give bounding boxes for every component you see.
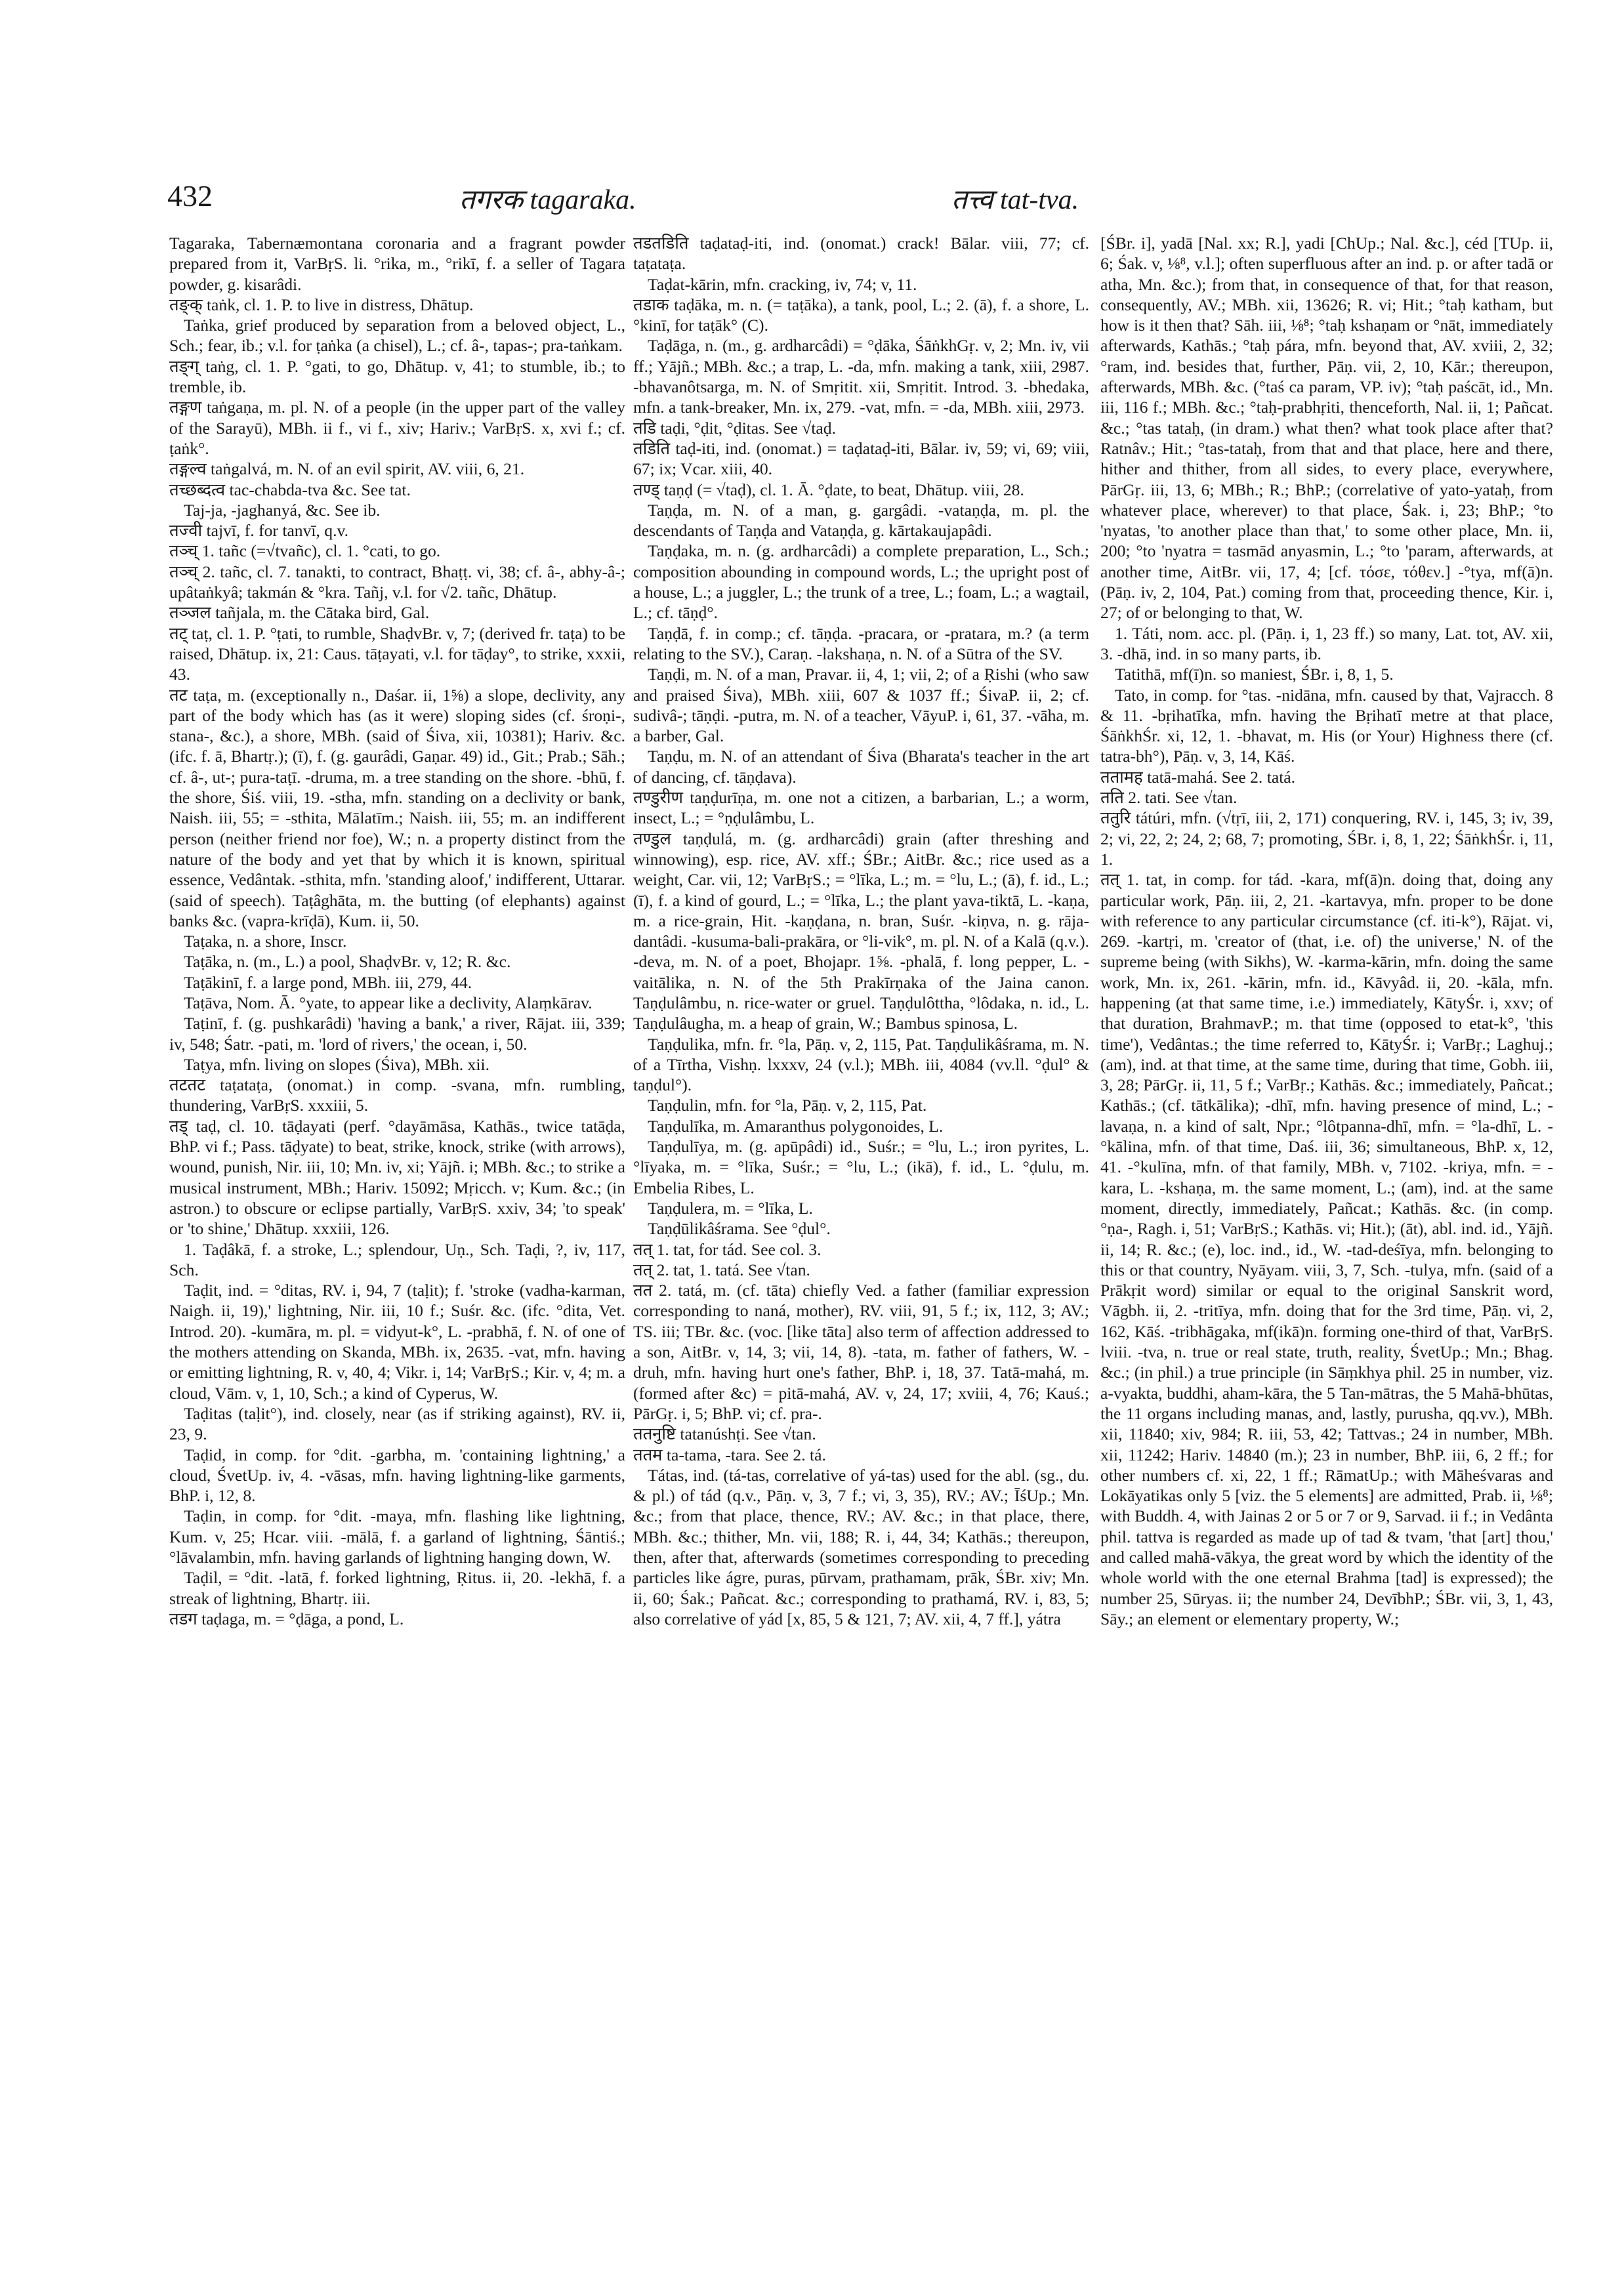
headword-entry: तत् 2. tat, 1. tatá. See √tan. (633, 1260, 810, 1279)
column-2 (633, 233, 1089, 2273)
dictionary-entry: [ŚBr. i], yadā [Nal. xx; R.], yadi [ChUp.; Nal. &c.], céd [TUp. ii, 6; Śak. v, ⅛⁸, v.l.]; often superfluous after an ind. p. or after tadā or atha, Mn. &c.); from that, in consequence of that, for that reason, consequently, AV.; MBh. xii, 13626; R. vi; Hit.; °taḥ katham, but how is it then that? Sāh. iii, ⅛⁸; °taḥ kshaṇam or °nāt, immediately afterwards, Kathās.; °taḥ pára, mfn. beyond that, AV. xviii, 2, 32; °ram, ind. besides that, further, Pāṇ. vii, 2, 10, Kār.; thereupon, afterwards, MBh. &c. (°taś ca param, VP. iv); °taḥ paścāt, id., Mn. iii, 116 f.; MBh. &c.; °taḥ-prabhṛiti, thenceforth, Nal. ii, 1; Pañcat. &c.; °tas tataḥ, (in dram.) what then? what took place after that? Ratnâv.; Hit.; °tas-tataḥ, from that and that place, here and there, hither and thither, from all sides, to every place, everywhere, PārGṛ. iii, 13, 6; MBh.; R.; BhP.; (correlative of yato-yataḥ, from whatever place, wherever) to that place, Śak. i, 23; BhP.; °to 'nyatas, 'to another place than that,' to some other place, Mn. ii, 200; °to 'nyatra = tasmād anyasmin, L.; °to 'param, afterwards, at another time, AitBr. vii, 17, 4; [cf. τόσε, τόθεν.] -°tya, mf(ā)n. (Pāṇ. iv, 2, 104, Pat.) coming from that, proceeding thence, Kir. i, 27; of or belonging to that, W. (1100, 234, 1553, 623)
dictionary-entry: Taṇḍulika, mfn. fr. °la, Pāṇ. v, 2, 115, Pat. Taṇḍulikâśrama, m. N. of a Tīrtha, Vishṇ. lxxxv, 24 (v.l.); MBh. iii, 4084 (vv.ll. °ḍul° & taṇḍul°). (633, 1034, 1089, 1095)
dictionary-entry: Taṭaka, n. a shore, Inscr. (184, 932, 347, 951)
headword-entry: ततामह tatā-mahá. See 2. tatá. (1100, 767, 1296, 787)
dictionary-entry: Taṇḍā, f. in comp.; cf. tāṇḍa. -pracara, or -pratara, m.? (a term relating to the SV.), Caraṇ. -lakshaṇa, n. N. of a Sūtra of the SV. (633, 623, 1089, 663)
dictionary-entry: Taṇḍūlikâśrama. See °ḍul°. (648, 1219, 831, 1239)
page-number: 432 (167, 179, 213, 213)
headword-entry: तङ्क् taṅk, cl. 1. P. to live in distress, Dhātup. (169, 295, 474, 314)
column-1 (169, 233, 625, 2273)
dictionary-entry: 1. Táti, nom. acc. pl. (Pāṇ. i, 1, 23 ff.) so many, Lat. tot, AV. xii, 3. -dhā, ind. in so many parts, ib. (1100, 623, 1553, 663)
headword-entry: तत् 1. tat, for tád. See col. 3. (633, 1239, 822, 1259)
dictionary-entry: Tátas, ind. (tá-tas, correlative of yá-tas) used for the abl. (sg., du. & pl.) of tád (q.v., Pāṇ. v, 3, 7 f.; vi, 3, 35), RV.; AV.; ĪśUp.; Mn. &c.; from that place, thence, RV.; AV. &c.; in that place, there, MBh. &c.; thither, Mn. vii, 188; R. i, 44, 34; Kathās.; thereupon, then, after that, afterwards (sometimes corresponding to preceding particles like ágre, puras, pūrvam, prathamam, prāk, ŚBr. xiv; Mn. ii, 60; Śak.; Pañcat. &c.; corresponding to prathamá, RV. i, 83, 5; also correlative of yád [x, 85, 5 & 121, 7; AV. xii, 4, 7 ff.], yátra (633, 1465, 1089, 1628)
running-header (0, 178, 1624, 218)
headword-entry: तञ्च् 1. tañc (=√tvañc), cl. 1. °cati, to go. (169, 541, 441, 561)
headword-entry: तड् taḍ, cl. 10. tāḍayati (perf. °dayāmāsa, Kathās., twice tatāḍa, BhP. vi f.; Pass. tāḍyate) to beat, strike, knock, strike (with arrows), wound, punish, Nir. iii, 10; Mn. iv, xi; Yājñ. i; MBh. &c.; to strike a musical instrument, MBh.; Hariv. 15092; Mṛicch. v; Kum. &c.; (in astron.) to obscure or eclipse partially, VarBṛS. xxiv, 34; 'to speak' or 'to shine,' Dhātup. xxxiii, 126. (169, 1116, 625, 1239)
headword-entry: तत 2. tatá, m. (cf. tāta) chiefly Ved. a father (familiar expression corresponding to naná, mother), RV. viii, 91, 5 f.; ix, 112, 3; AV.; TS. iii; TBr. &c. (voc. [like tāta] also term of affection addressed to a son, AitBr. v, 14, 3; vii, 14, 8). -tata, m. father of fathers, W. -druh, mfn. having hurt one's father, BhP. i, 18, 37. Tatā-mahá, m. (formed after &c) = pitā-mahá, AV. v, 24, 17; xviii, 4, 76; Kauś.; PārGṛ. i, 5; BhP. vi; cf. pra-. (633, 1281, 1089, 1423)
dictionary-entry: Taṇḍulin, mfn. for °la, Pāṇ. v, 2, 115, Pat. (648, 1096, 927, 1115)
headword-entry: तत् 1. tat, in comp. for tád. -kara, mf(ā)n. doing that, doing any particular work, Pāṇ. iii, 2, 21. -kartavya, mfn. proper to be done with reference to any particular circumstance (cf. iti-k°), Rājat. vi, 269. -kartṛi, m. 'creator of (that, i.e. of) the universe,' N. of the supreme being (with Sikhs), W. -karma-kārin, mfn. doing the same work, Mn. ix, 261. -kārin, mfn. id., Kāvyâd. ii, 20. -kāla, mfn. happening (at that same time, i.e.) immediately, KātyŚr. i, xxv; of that duration, BrahmavP.; m. that time (opposed to etat-k°, 'this time'), Vedântas.; the time referred to, KātyŚr. i; VarBṛ.; Laghuj.; (am), ind. at that time, at the same time, during that time, Gobh. iii, 3, 28; PārGṛ. ii, 11, 5 f.; VarBṛ.; Kathās. &c.; immediately, Pañcat.; Kathās.; (cf. tātkālika); -dhī, mfn. having presence of mind, L.; -lavaṇa, n. a kind of salt, Npr.; °lôtpanna-dhī, mfn. = °la-dhī, L. -°kālina, mfn. of that time, Daś. iii, 36; simultaneous, BhP. x, 12, 41. -°kulīna, mfn. of that family, MBh. v, 7102. -kriya, mfn. = -kara, L. -kshaṇa, m. the same moment, L.; (am), ind. at the same moment, directly, immediately, Pañcat.; Kathās. &c. (in comp. °ṇa-, Ragh. i, 51; VarBṛS.; Kathās. vi; Hit.); (āt), abl. ind. id., Yājñ. ii, 14; R. &c.; (e), loc. ind., id., W. -tad-deśīya, mfn. belonging to this or that country, Nyāyam. viii, 3, 7, Sch. -tulya, mfn. (said of a Prākṛit word) similar or equal to the original Sanskrit word, Vāgbh. ii, 2. -tritīya, mfn. doing that for the 3rd time, Pāṇ. vi, 2, 162, Kāś. -tribhāgaka, mf(ikā)n. forming one-third of that, VarBṛS. lviii. -tva, n. true or real state, truth, reality, ŚvetUp.; Mn.; Bhag. &c.; (in phil.) a true principle (in Sāṃkhya phil. 25 in number, viz. a-vyakta, buddhi, aham-kāra, the 5 Tan-mātras, the 5 Mahā-bhūtas, the 11 organs including manas, and, lastly, purusha, qq.vv.), MBh. xii, 11840; xiv, 984; R. iii, 53, 42; Tattvas.; 24 in number, MBh. xii, 11242; Hariv. 14840 (m.); 23 in number, BhP. iii, 6, 2 ff.; for other numbers cf. xi, 22, 1 ff.; RāmatUp.; with Māheśvaras and Lokāyatikas only 5 [viz. the 5 elements] are admitted, Prab. ii, ⅛⁸; with Buddh. 4, with Jainas 2 or 5 or 7 or 9, Sarvad. ii f.; in Vedânta phil. tattva is regarded as made up of tad & tvam, 'that [art] thou,' and called mahā-vākya, the great word by which the identity of the whole world with the one eternal Brahma [tad] is expressed); the number 25, Sūryas. ii; the number 24, DevībhP.; ŚBr. vii, 3, 1, 43, Sāy.; an element or elementary property, W.; (1100, 870, 1553, 1628)
dictionary-entry: Taḍit, ind. = °ditas, RV. i, 94, 7 (taḷit); f. 'stroke (vadha-karman, Naigh. ii, 19),' lightning, Nir. iii, 10 f.; Suśr. &c. (ifc. °dita, Vet. Introd. 20). -kumāra, m. pl. = vidyut-k°, L. -prabhā, f. N. of one of the mothers attending on Skanda, MBh. ix, 2635. -vat, mfn. having or emitting lightning, R. v, 40, 4; Vikr. i, 14; VarBṛS.; Kir. v, 4; m. a cloud, Vām. v, 1, 10, Sch.; a kind of Cyperus, W. (169, 1281, 625, 1403)
dictionary-entry: Taṭāva, Nom. Ā. °yate, to appear like a declivity, Alaṃkārav. (184, 993, 593, 1012)
dictionary-entry: Tatithā, mf(ī)n. so maniest, ŚBr. i, 8, 1, 5. (1115, 665, 1394, 684)
dictionary-entry: Taṭāka, n. (m., L.) a pool, ShaḍvBr. v, 12; R. &c. (184, 952, 511, 972)
dictionary-entry: Taj-ja, -jaghanyá, &c. See ib. (184, 500, 381, 520)
dictionary-entry: Taṇḍu, m. N. of an attendant of Śiva (Bharata's teacher in the art of dancing, cf. tāṇḍava). (633, 747, 1089, 787)
dictionary-entry: Taḍitas (taḷit°), ind. closely, near (as if striking against), RV. ii, 23, 9. (169, 1403, 625, 1444)
headword-entry: ततम ta-tama, -tara. See 2. tá. (633, 1445, 826, 1464)
dictionary-entry: Taḍil, = °dit. -latā, f. forked lightning, Ṛitus. ii, 20. -lekhā, f. a streak of lightning, Bhartṛ. iii. (169, 1568, 625, 1608)
headword-entry: तण्ड् taṇḍ (= √taḍ), cl. 1. Ā. °ḍate, to beat, Dhātup. viii, 28. (633, 480, 1024, 499)
dictionary-entry: Taḍid, in comp. for °dit. -garbha, m. 'containing lightning,' a cloud, ŚvetUp. iv, 4. -vāsas, mfn. having lightning-like garments, BhP. i, 12, 8. (169, 1445, 625, 1506)
headword-entry: तञ्जल tañjala, m. the Cātaka bird, Gal. (169, 603, 430, 623)
headword-entry: तङ्गण taṅgaṇa, m. pl. N. of a people (in the upper part of the valley of the Sarayū), MBh. ii f., vi f., xiv; Hariv.; VarBṛS. x, xvi f.; cf. ṭaṅk°. (169, 398, 625, 458)
headword-entry: तडतडिति taḍataḍ-iti, ind. (onomat.) crack! Bālar. viii, 77; cf. taṭataṭa. (633, 234, 1089, 274)
dictionary-entry: Taṇḍi, m. N. of a man, Pravar. ii, 4, 1; vii, 2; of a Ṛishi (who saw and praised Śiva), MBh. xiii, 607 & 1037 ff.; ŚivaP. ii, 2; cf. sudivâ-; tāṇḍi. -putra, m. N. of a teacher, VāyuP. i, 61, 37. -vāha, m. a barber, Gal. (633, 665, 1089, 746)
dictionary-entry: Taḍin, in comp. for °dit. -maya, mfn. flashing like lightning, Kum. v, 25; Hcar. viii. -mālā, f. a garland of lightning, Śāntiś.; °lāvalambin, mfn. having garlands of lightning hanging down, W. (169, 1506, 625, 1567)
column-3 (1100, 233, 1553, 2273)
dictionary-entry: Taḍat-kārin, mfn. cracking, iv, 74; v, 11. (648, 274, 917, 294)
dictionary-entry: Taṭya, mfn. living on slopes (Śiva), MBh. xii. (184, 1054, 489, 1074)
header-first-word: तगरक tagaraka. (459, 185, 636, 215)
dictionary-entry: Taṇḍaka, m. n. (g. ardharcâdi) a complete preparation, L., Sch.; composition abounding in compound words, L.; the upright post of a house, L.; a juggler, L.; the trunk of a tree, L.; foam, L.; a wagtail, L.; cf. tāṇḍ°. (633, 541, 1089, 623)
headword-entry: तण्डुल taṇḍulá, m. (g. ardharcâdi) grain (after threshing and winnowing), esp. rice, AV. xff.; ŚBr.; AitBr. &c.; rice used as a weight, Car. vii, 12; VarBṛS.; = °līka, L.; m. = °lu, L.; (ā), f. id., L.; (ī), f. a kind of gourd, L.; = °līka, L.; the plant yava-tiktā, L. -kaṇa, m. a rice-grain, Hit. -kaṇḍana, n. bran, Suśr. -kiṇva, n. g. rāja-dantâdi. -kusuma-bali-prakāra, or °li-vik°, m. pl. N. of a Kalā (q.v.). -deva, m. N. of a poet, Bhojapr. 1⅝. -phalā, f. long pepper, L. -vaitālika, n. N. of the 5th Prakīrṇaka of the Jaina canon. Taṇḍulâmbu, n. rice-water or gruel. Taṇḍulôttha, °lôdaka, n. id., L. Taṇḍulâugha, m. a heap of grain, W.; Bambus spinosa, L. (633, 829, 1089, 1033)
dictionary-entry: Taṇḍa, m. N. of a man, g. gargâdi. -vataṇḍa, m. pl. the descendants of Taṇḍa and Vataṇḍa, g. kārtakaujapâdi. (633, 500, 1089, 541)
dictionary-entry: Taṇḍulera, m. = °līka, L. (648, 1198, 813, 1218)
headword-entry: तङ्ग् taṅg, cl. 1. P. °gati, to go, Dhātup. v, 41; to stumble, ib.; to tremble, ib. (169, 356, 625, 397)
headword-entry: तडि taḍi, °ḍit, °ḍitas. See √taḍ. (633, 418, 836, 438)
headword-entry: तञ्च् 2. tañc, cl. 7. tanakti, to contract, Bhaṭṭ. vi, 38; cf. â-, abhy-â-; upâtaṅkyâ; takmán & °kra. Tañj, v.l. for √2. tañc, Dhātup. (169, 562, 625, 602)
headword-entry: तट taṭa, m. (exceptionally n., Daśar. ii, 1⅝) a slope, declivity, any part of the body which has (as it were) sloping sides (cf. śroṇi-, stana-, &c.), a shore, MBh. (said of Śiva, xii, 10381); Hariv. &c. (ifc. f. ā, Bhartṛ.); (ī), f. (g. gaurâdi, Gaṇar. 49) id., Git.; Prab.; Sāh.; cf. â-, ut-; pura-taṭī. -druma, m. a tree standing on the shore. -bhū, f. the shore, Śiś. viii, 19. -stha, mfn. standing on a declivity or bank, Naish. iii, 55; = -sthita, Mālatīm.; Naish. iii, 55; m. an indifferent person (neither friend nor foe), W.; n. a property distinct from the nature of the body and yet that by which it is known, spiritual essence, Vedântak. -sthita, mfn. 'standing aloof,' indifferent, Uttarar. (said of speech). Taṭâghāta, m. the butting (of elephants) against banks &c. (vapra-krīḍā), Kum. ii, 50. (169, 685, 625, 930)
dictionary-entry: Tagaraka, Tabernæmontana coronaria and a fragrant powder prepared from it, VarBṛS. li. °rika, m., °rikī, f. a seller of Tagara powder, g. kisarâdi. (169, 234, 625, 294)
dictionary-entry: Taṅka, grief produced by separation from a beloved object, L., Sch.; fear, ib.; v.l. for ṭaṅka (a chisel), L.; cf. â-, tapas-; pra-taṅkam. (169, 316, 625, 356)
headword-entry: तट् taṭ, cl. 1. P. °ṭati, to rumble, ShaḍvBr. v, 7; (derived fr. taṭa) to be raised, Dhātup. ix, 21: Caus. tāṭayati, v.l. for tāḍay°, to strike, xxxii, 43. (169, 623, 625, 684)
headword-entry: तडाक taḍāka, m. n. (= taṭāka), a tank, pool, L.; 2. (ā), f. a shore, L. °kinī, for taṭāk° (C). (633, 295, 1089, 335)
dictionary-entry: Taṭinī, f. (g. pushkarâdi) 'having a bank,' a river, Rājat. iii, 339; iv, 548; Śatr. -pati, m. 'lord of rivers,' the ocean, i, 50. (169, 1014, 625, 1054)
dictionary-entry: 1. Taḍâkā, f. a stroke, L.; splendour, Uṇ., Sch. Taḍi, ?, iv, 117, Sch. (169, 1239, 625, 1279)
headword-entry: तज्वी tajvī, f. for tanvī, q.v. (169, 521, 349, 541)
headword-entry: तच्छब्दत्व tac-chabda-tva &c. See tat. (169, 480, 411, 499)
headword-entry: तङ्गल्व taṅgalvá, m. N. of an evil spirit, AV. viii, 6, 21. (169, 459, 525, 479)
headword-entry: तटतट taṭataṭa, (onomat.) in comp. -svana, mfn. rumbling, thundering, VarBṛS. xxxiii, 5. (169, 1075, 625, 1115)
dictionary-entry: Taṭākinī, f. a large pond, MBh. iii, 279, 44. (184, 972, 472, 992)
headword-entry: तति 2. tati. See √tan. (1100, 788, 1238, 808)
header-last-word: तत्त्व tat-tva. (951, 185, 1079, 215)
headword-entry: ततनुष्टि tatanúshṭi. See √tan. (633, 1424, 816, 1444)
dictionary-entry: Taṇḍulīya, m. (g. apūpâdi) id., Suśr.; = °lu, L.; iron pyrites, L. °līyaka, m. = °līka, Suśr.; = °lu, L.; (ikā), f. id., L. °ḍulu, m. Embelia Ribes, L. (633, 1137, 1089, 1197)
dictionary-entry: Taḍāga, n. (m., g. ardharcâdi) = °ḍāka, ŚāṅkhGṛ. v, 2; Mn. iv, vii ff.; Yājñ.; MBh. &c.; a trap, L. -da, mfn. making a tank, xiii, 2987. -bhavanôtsarga, m. N. of Smṛitit. xii, Smṛitit. Introd. 3. -bhedaka, mfn. a tank-breaker, Mn. ix, 279. -vat, mfn. = -da, MBh. xiii, 2973. (633, 336, 1089, 417)
dictionary-entry: Taṇḍulīka, m. Amaranthus polygonoides, L. (648, 1116, 944, 1136)
headword-entry: तडग taḍaga, m. = °ḍāga, a pond, L. (169, 1609, 404, 1628)
headword-entry: ततुरि tátúri, mfn. (√tṛī, iii, 2, 171) conquering, RV. i, 145, 3; iv, 39, 2; vi, 22, 2; 24, 2; 68, 7; promoting, ŚBr. i, 8, 1, 22; ŚāṅkhŚr. i, 11, 1. (1100, 808, 1553, 869)
headword-entry: तण्डुरीण taṇḍurīṇa, m. one not a citizen, a barbarian, L.; a worm, insect, L.; = °ṇḍulâmbu, L. (633, 788, 1089, 828)
dictionary-entry: Tato, in comp. for °tas. -nidāna, mfn. caused by that, Vajracch. 8 & 11. -bṛihatīka, mfn. having the Bṛihatī metre at that place, ŚāṅkhŚr. xi, 12, 1. -bhavat, m. His (or Your) Highness there (cf. tatra-bh°), Pāṇ. v, 3, 14, Kāś. (1100, 685, 1553, 766)
headword-entry: तडिति taḍ-iti, ind. (onomat.) = taḍataḍ-iti, Bālar. iv, 59; vi, 69; viii, 67; ix; Vcar. xiii, 40. (633, 438, 1089, 479)
